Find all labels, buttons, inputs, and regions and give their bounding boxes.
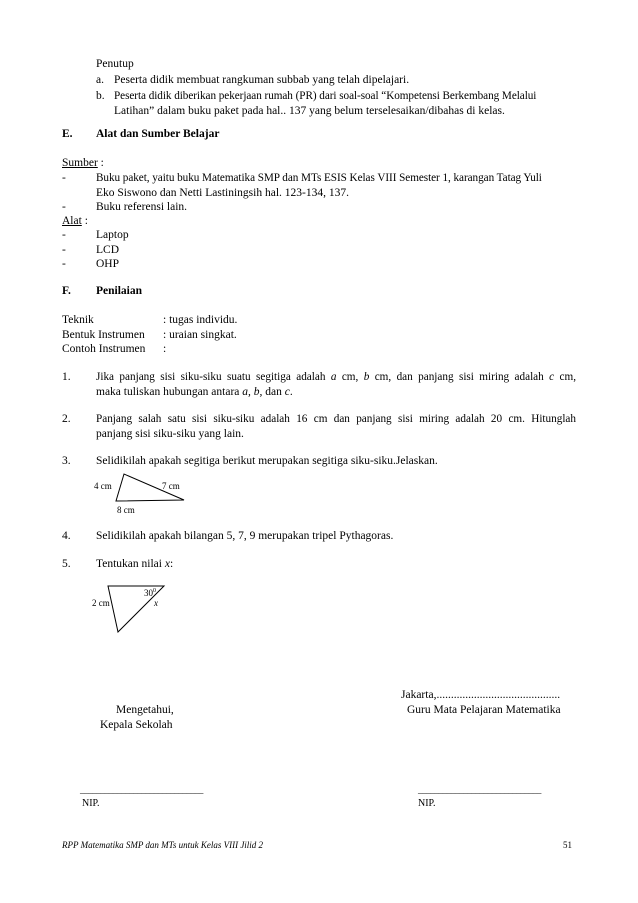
footer-page-number: 51	[563, 840, 572, 850]
section-f-title: Penilaian	[96, 285, 143, 297]
triangle-side-label-right: 7 cm	[162, 481, 180, 491]
penilaian-row-label: Bentuk Instrumen	[62, 329, 145, 341]
angle-label: $30^0$	[144, 588, 156, 598]
penutup-b-marker: b.	[96, 90, 105, 102]
sumber-item-1-line2: Eko Siswono dan Netti Lastiningsih hal. 123-134, 137.	[96, 187, 349, 199]
section-e-title: Alat dan Sumber Belajar	[96, 128, 220, 140]
penilaian-row-value: : tugas individu.	[163, 314, 238, 326]
alat-item-2: LCD	[96, 244, 119, 256]
sumber-item-2-dash: -	[62, 201, 66, 213]
question-3-triangle-figure	[80, 470, 220, 520]
question-2-line2: panjang sisi siku-siku yang lain.	[96, 428, 244, 440]
question-1-line1: Jika panjang sisi siku-siku suatu segitiga adalah a cm, b cm, dan panjang sisi miring adalah c cm,	[96, 371, 576, 383]
sumber-colon: :	[97, 157, 104, 169]
question-1-line2: maka tuliskan hubungan antara a, b, dan c.	[96, 386, 293, 398]
alat-label-row	[62, 214, 88, 229]
sumber-label-row	[62, 156, 104, 171]
section-e-letter: E.	[62, 128, 73, 140]
alat-item-1: Laptop	[96, 229, 129, 241]
penilaian-row-value: : uraian singkat.	[163, 329, 237, 341]
alat-label: Alat	[62, 215, 82, 227]
signature-right-line1: Guru Mata Pelajaran Matematika	[407, 704, 561, 716]
penutup-a-text: Peserta didik membuat rangkuman subbab yang telah dipelajari.	[114, 74, 410, 86]
nip-right: NIP.	[418, 798, 436, 809]
signature-left-line2: Kepala Sekolah	[100, 719, 173, 731]
question-3-text: Selidikilah apakah segitiga berikut merupakan segitiga siku-siku.Jelaskan.	[96, 455, 438, 467]
penutup-b-line2: Latihan” dalam buku paket pada hal.. 137 yang belum terselesaikan/dibahas di kelas.	[114, 105, 505, 117]
penilaian-row-label: Teknik	[62, 314, 94, 326]
triangle-side-label-bottom: 8 cm	[117, 505, 135, 515]
sumber-item-1-line1: Buku paket, yaitu buku Matematika SMP dan MTs ESIS Kelas VIII Semester 1, karangan Tatag Yuli	[96, 172, 542, 184]
question-5-number: 5.	[62, 558, 71, 570]
alat-item-2-dash: -	[62, 244, 66, 256]
penilaian-row-label: Contoh Instrumen	[62, 343, 146, 355]
penutup-b-line1: Peserta didik diberikan pekerjaan rumah (PR) dari soal-soal “Kompetensi Berkembang Melalui	[114, 90, 537, 102]
nip-left: NIP.	[82, 798, 100, 809]
triangle-side-label-x: x	[154, 598, 158, 608]
signature-right-blank: ______________________________	[418, 785, 542, 795]
sumber-label: Sumber	[62, 157, 98, 169]
question-4-text: Selidikilah apakah bilangan 5, 7, 9 merupakan tripel Pythagoras.	[96, 530, 394, 542]
alat-item-1-dash: -	[62, 229, 66, 241]
alat-item-3-dash: -	[62, 258, 66, 270]
triangle-side-label-left: 4 cm	[94, 481, 112, 491]
alat-colon: :	[81, 215, 88, 227]
question-3-number: 3.	[62, 455, 71, 467]
question-2-line1: Panjang salah satu sisi siku-siku adalah 16 cm dan panjang sisi miring adalah 20 cm. Hitunglah	[96, 413, 576, 425]
footer-title: RPP Matematika SMP dan MTs untuk Kelas VIII Jilid 2	[62, 840, 264, 850]
signature-left-blank: ______________________________	[80, 785, 204, 795]
triangle-side-label-left: 2 cm	[92, 598, 110, 608]
question-5-text: Tentukan nilai x:	[96, 558, 174, 570]
signature-left-line1: Mengetahui,	[116, 704, 174, 716]
penutup-a-marker: a.	[96, 74, 104, 86]
signature-place-date: Jakarta,...........................................	[401, 689, 561, 701]
alat-item-3: OHP	[96, 258, 120, 270]
section-f-letter: F.	[62, 285, 71, 297]
question-1-number: 1.	[62, 371, 71, 383]
sumber-item-2-text: Buku referensi lain.	[96, 201, 188, 213]
question-5-triangle-figure	[80, 572, 190, 638]
penilaian-row-value: :	[163, 343, 167, 355]
question-4-number: 4.	[62, 530, 71, 542]
sumber-item-1-dash: -	[62, 172, 66, 184]
penutup-heading: Penutup	[96, 58, 134, 70]
question-2-number: 2.	[62, 413, 71, 425]
